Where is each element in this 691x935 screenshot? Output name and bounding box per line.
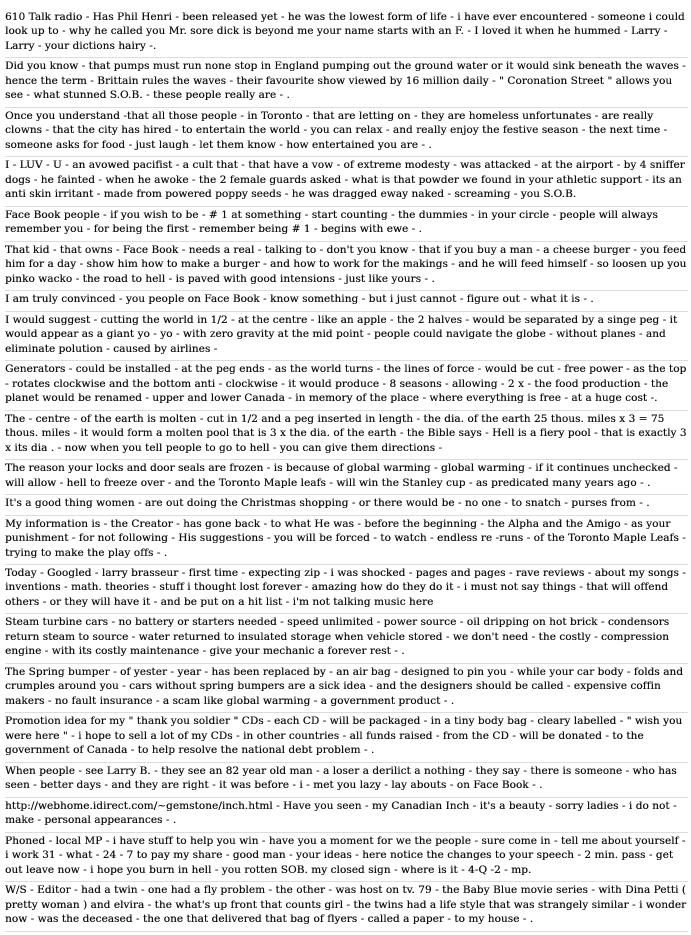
paragraph-local-mp: Phoned - local MP - i have stuff to help you win - have you a moment for we the people - sure come in - tell me about yourself - i work 31 - what - 24 - 7 to pay my share - good man - your ideas - here notice the changes to your speech - 2 min. pass - get out leave now - i hope you burn in hell - you rotten SOB. my closed sign - where is it - 4-Q -2 - mp.: [5, 833, 688, 882]
paragraph-face-book-people: Face Book people - if you wish to be - # 1 at something - start counting - the dummies - in your circle - people will always remember you - for being the first - remember being # 1 - begins with ewe - .: [5, 207, 688, 242]
paragraph-molten-centre: The - centre - of the earth is molten - cut in 1/2 and a peg inserted in length - the dia. of the earth 25 thous. miles x 3 = 75 thous. miles - it would form a molten pool that is 3 x the dia. of the earth - the Bible says - Hell is a fiery pool - that is exactly 3 x its dia . - now when you tell people to go to hell - you can give them directions -: [5, 411, 688, 460]
paragraph-toronto-clowns: Once you understand -that all those people - in Toronto - that are letting on - they are homeless unfortunates - are really clowns - that the city has hired - to entertain the world - you can relax - and really enjoy the festive season - the next time - someone asks for food - just laugh - let them know - how entertained you are - .: [5, 108, 688, 157]
paragraph-creator: My information is - the Creator - has gone back - to what He was - before the beginning - the Alpha and the Amigo - as your punishment - for not following - His suggestions - you will be forced - to watch - endless re -runs - of the Toronto Maple Leafs - trying to make the play offs - .: [5, 516, 688, 565]
paragraph-generators: Generators - could be installed - at the peg ends - as the world turns - the lines of force - would be cut - free power - as the top - rotates clockwise and the bottom anti - clockwise - it would produce - 8 seasons - allowing - 2 x - the food production - the planet would be renamed - upper and lower Canada - in memory of the place - where everything is free - at a huge cost -.: [5, 361, 688, 410]
paragraph-christmas-shopping: It's a good thing women - are out doing the Christmas shopping - or there would be - no one - to snatch - purses from - .: [5, 495, 688, 515]
paragraph-cutting-world: I would suggest - cutting the world in 1/2 - at the centre - like an apple - the 2 halves - would be separated by a singe peg - it would appear as a giant yo - yo - with zero gravity at the mid point - people could navigate the globe - without planes - and eliminate polution - caused by airlines -: [5, 312, 688, 361]
paragraph-england-pumps: Did you know - that pumps must run none stop in England pumping out the ground water or it would sink beneath the waves - hence the term - Brittain rules the waves - their favourite show viewed by 16 million daily - " Coronation Street " allows you see - what stunned S.O.B. - these people really are - .: [5, 58, 688, 107]
paragraph-face-book-kid: That kid - that owns - Face Book - needs a real - talking to - don't you know - that if you buy a man - a cheese burger - you feed him for a day - show him how to make a burger - and how to work for the makings - and he will feed himself - so loosen up you pinko wacko - the road to hell - is paved with good intensions - just like yours - .: [5, 242, 688, 291]
paragraph-talk-radio: 610 Talk radio - Has Phil Henri - been released yet - he was the lowest form of life - i have ever encountered - someone i could look up to - why he called you Mr. sore dick is beyond me your name starts with an F. - I loved it when he hummed - Larry - Larry - your dictions hairy -.: [5, 10, 688, 58]
paragraph-spring-bumper: The Spring bumper - of yester - year - has been replaced by - an air bag - designed to pin you - while your car body - folds and crumples around you - cars without spring bumpers are a sick idea - and the designers should be called - expensive coffin makers - no fault insurance - a scam like global warming - a government product - .: [5, 664, 688, 713]
paragraph-truly-convinced: I am truly convinced - you people on Face Book - know something - but i just cannot - figure out - what it is - .: [5, 291, 688, 311]
paragraph-editor-twin: W/S - Editor - had a twin - one had a fly problem - the other - was host on tv. 79 - the Baby Blue movie series - with Dina Petti ( pretty woman ) and elvira - the what's up front that counts girl - the twins had a life style that was strangely similar - i wonder now - was the deceased - the one that delivered that bag of flyers - called a paper - to my house - .: [5, 882, 688, 931]
paragraph-frozen-locks: The reason your locks and door seals are frozen - is because of global warming - global warming - if it continues unchecked - will allow - hell to freeze over - and the Toronto Maple leafs - will win the Stanley cup - as predicated many years ago - .: [5, 460, 688, 495]
paragraph-steam-turbine: Steam turbine cars - no battery or starters needed - speed unlimited - power source - oil dripping on hot brick - condensors return steam to source - water returned to insulated storage when vehicle stored - we don't need - the costly - compression engine - with its costly maintenance - give your mechanic a forever rest - .: [5, 614, 688, 663]
paragraph-promotion-idea: Promotion idea for my " thank you soldier " CDs - each CD - will be packaged - in a tiny body bag - cleary labelled - " wish you were here " - i hope to sell a lot of my CDs - in other countries - all funds raised - from the CD - will be donated - to the government of Canada - to help resolve the national debt problem - .: [5, 713, 688, 762]
paragraph-googled: Today - Googled - larry brasseur - first time - expecting zip - i was shocked - pages and pages - rave reviews - about my songs - inventions - math. theories - stuff i thought lost forever - amazing how do they do it - i must not say things - that will offend others - or they will have it - and be put on a hit list - i'm not talking music here: [5, 565, 688, 614]
paragraph-larry-b: When people - see Larry B. - they see an 82 year old man - a loser a derilict a nothing - they say - there is someone - who has seen - better days - and they are right - it was before - i - met you lazy - lay abouts - on Face Book - .: [5, 763, 688, 798]
paragraph-airport-pacifist: I - LUV - U - an avowed pacifist - a cult that - that have a vow - of extreme modesty - was attacked - at the airport - by 4 sniffer dogs - he fainted - when he awoke - the 2 female guards asked - what is that powder we found in your athletic support - its an anti skin irritant - made from powered poppy seeds - he was dragged eway naked - screaming - you S.O.B.: [5, 157, 688, 206]
paragraph-canadian-inch: http://webhome.idirect.com/~gemstone/inch.html - Have you seen - my Canadian Inch - it's a beauty - sorry ladies - i do not - make - personal appearances - .: [5, 798, 688, 833]
